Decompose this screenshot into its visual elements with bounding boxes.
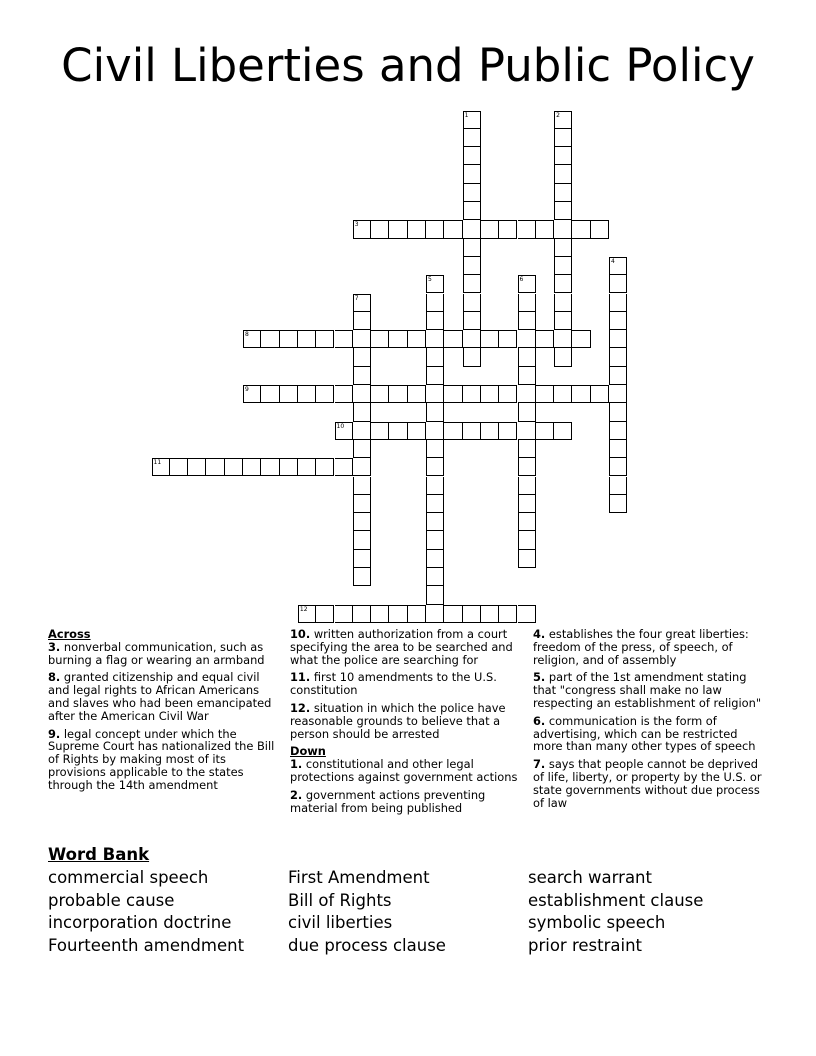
crossword-cell[interactable] (335, 422, 353, 440)
crossword-cell[interactable] (463, 330, 481, 348)
crossword-cell[interactable] (554, 330, 572, 348)
crossword-cell[interactable] (463, 422, 481, 440)
crossword-cell[interactable] (536, 385, 554, 403)
clue-number: 5 (428, 276, 432, 284)
crossword-cell[interactable] (280, 330, 298, 348)
crossword-cell[interactable] (353, 403, 371, 421)
crossword-cell[interactable] (426, 220, 444, 238)
word-bank-heading: Word Bank (48, 845, 150, 864)
crossword-cell[interactable] (481, 605, 499, 623)
crossword-cell[interactable] (353, 440, 371, 458)
crossword-cell[interactable] (609, 422, 627, 440)
crossword-cell[interactable] (463, 129, 481, 147)
crossword-cell[interactable] (463, 275, 481, 293)
crossword-cell[interactable] (426, 568, 444, 586)
crossword-cell[interactable] (353, 531, 371, 549)
across-heading: Across (48, 627, 91, 641)
crossword-cell[interactable] (518, 531, 536, 549)
crossword-cell[interactable] (554, 239, 572, 257)
clue-number: 3 (354, 221, 359, 229)
crossword-cell[interactable] (408, 422, 426, 440)
crossword-cell[interactable] (554, 422, 572, 440)
crossword-cell[interactable] (609, 312, 627, 330)
crossword-cell[interactable] (518, 422, 536, 440)
clue-down-7: 7. says that people cannot be deprived of life, liberty, or property by the U.S. or state governments without due process of law (533, 757, 762, 810)
clue-number: 8 (245, 331, 249, 339)
crossword-cell[interactable] (426, 403, 444, 421)
clue-number: 9 (245, 386, 249, 393)
crossword-cell[interactable] (554, 165, 572, 183)
crossword-cell[interactable] (609, 458, 627, 476)
crossword-cell[interactable] (316, 330, 334, 348)
clue-number: 12 (299, 605, 308, 613)
word-bank-column-1 (48, 867, 244, 957)
crossword-cell[interactable] (353, 495, 371, 513)
crossword-cell[interactable] (426, 385, 444, 403)
word-bank-column-3 (528, 867, 703, 957)
crossword-cell[interactable] (609, 257, 627, 275)
crossword-cell[interactable] (499, 330, 517, 348)
crossword-cell[interactable] (554, 147, 572, 165)
crossword-cell[interactable] (609, 403, 627, 421)
word-bank-item: probable cause (48, 890, 175, 910)
crossword-cell[interactable] (463, 312, 481, 330)
word-bank-column-2 (288, 867, 446, 957)
word-bank-item: search warrant (528, 868, 652, 887)
crossword-cell[interactable] (389, 220, 407, 238)
crossword-cell[interactable] (554, 202, 572, 220)
crossword-cell[interactable] (591, 385, 609, 403)
crossword-cell[interactable] (554, 111, 572, 129)
crossword-cell[interactable] (518, 294, 536, 312)
crossword-cell[interactable] (554, 385, 572, 403)
crossword-cell[interactable] (353, 367, 371, 385)
crossword-cell[interactable] (243, 385, 261, 403)
crossword-cell[interactable] (518, 495, 536, 513)
crossword-cell[interactable] (426, 294, 444, 312)
crossword-cell[interactable] (609, 495, 627, 513)
word-bank-item: Bill of Rights (288, 890, 392, 910)
crossword-cell[interactable] (353, 605, 371, 623)
crossword-cell[interactable] (353, 294, 371, 312)
crossword-cell[interactable] (298, 385, 316, 403)
clue-down-1: 1. constitutional and other legal protections against government actions (290, 757, 518, 784)
clue-number: 2 (556, 111, 560, 119)
crossword-cell[interactable] (572, 330, 590, 348)
crossword-cell[interactable] (335, 605, 353, 623)
crossword-cell[interactable] (261, 458, 279, 476)
crossword-cell[interactable] (298, 605, 316, 623)
crossword-cell[interactable] (444, 220, 462, 238)
clue-across-8: 8. granted citizenship and equal civil and legal rights to African Americans and slaves who had been emancipated after the American Civil War (48, 670, 272, 723)
crossword-cell[interactable] (426, 495, 444, 513)
clues-column-3 (533, 628, 769, 814)
crossword-cell[interactable] (499, 220, 517, 238)
crossword-cell[interactable] (554, 275, 572, 293)
crossword-cell[interactable] (463, 605, 481, 623)
clue-across-9: 9. legal concept under which the Supreme Court has nationalized the Bill of Rights by making most of its provisions applicable to the states through the 14th amendment (48, 726, 275, 792)
clues-column-2 (290, 628, 522, 819)
clue-across-10: 10. written authorization from a court specifying the area to be searched and what the police are searching for (290, 627, 513, 667)
crossword-cell[interactable] (353, 312, 371, 330)
word-bank-item: commercial speech (48, 868, 209, 887)
crossword-cell[interactable] (536, 220, 554, 238)
crossword-cell[interactable] (481, 220, 499, 238)
crossword-cell[interactable] (444, 385, 462, 403)
crossword-cell[interactable] (609, 477, 627, 495)
crossword-cell[interactable] (408, 220, 426, 238)
clue-down-4: 4. establishes the four great liberties: freedom of the press, of speech, of religion, and of assembly (533, 627, 749, 667)
word-bank-item: establishment clause (528, 890, 704, 910)
crossword-cell[interactable] (609, 385, 627, 403)
crossword-cell[interactable] (463, 294, 481, 312)
crossword-cell[interactable] (280, 385, 298, 403)
crossword-cell[interactable] (609, 294, 627, 312)
crossword-cell[interactable] (463, 165, 481, 183)
word-bank-item: prior restraint (528, 935, 643, 955)
clue-across-3: 3. nonverbal communication, such as burning a flag or wearing an armband (48, 639, 265, 667)
crossword-cell[interactable] (170, 458, 188, 476)
crossword-cell[interactable] (152, 458, 170, 476)
crossword-cell[interactable] (518, 275, 536, 293)
crossword-cell[interactable] (426, 348, 444, 366)
crossword-cell[interactable] (572, 220, 590, 238)
crossword-cell[interactable] (426, 458, 444, 476)
clue-number: 4 (611, 257, 615, 265)
crossword-cell[interactable] (518, 330, 536, 348)
word-bank-item: civil liberties (288, 913, 393, 933)
crossword-cell[interactable] (518, 220, 536, 238)
crossword-cell[interactable] (554, 312, 572, 330)
crossword-cell[interactable] (463, 239, 481, 257)
crossword-cell[interactable] (481, 330, 499, 348)
crossword-cell[interactable] (206, 458, 224, 476)
crossword-cell[interactable] (188, 458, 206, 476)
crossword-cell[interactable] (518, 403, 536, 421)
crossword-cell[interactable] (591, 220, 609, 238)
crossword-cell[interactable] (426, 586, 444, 604)
clue-number: 10 (336, 422, 345, 430)
page-title: Civil Liberties and Public Policy (61, 39, 755, 92)
crossword-cell[interactable] (371, 422, 389, 440)
crossword-cell[interactable] (518, 550, 536, 568)
crossword-cell[interactable] (554, 257, 572, 275)
crossword-cell[interactable] (426, 550, 444, 568)
crossword-cell[interactable] (353, 220, 371, 238)
crossword-cell[interactable] (426, 477, 444, 495)
crossword-cell[interactable] (444, 330, 462, 348)
crossword-cell[interactable] (481, 385, 499, 403)
crossword-cell[interactable] (353, 348, 371, 366)
clue-across-11: 11. first 10 amendments to the U.S. constitution (290, 670, 497, 698)
crossword-cell[interactable] (426, 330, 444, 348)
crossword-cell[interactable] (463, 385, 481, 403)
crossword-cell[interactable] (463, 111, 481, 129)
crossword-cell[interactable] (316, 458, 334, 476)
crossword-cell[interactable] (518, 477, 536, 495)
crossword-cell[interactable] (371, 385, 389, 403)
crossword-cell[interactable] (353, 477, 371, 495)
crossword-cell[interactable] (499, 605, 517, 623)
clue-down-6: 6. communication is the form of advertising, which can be restricted more than many other types of speech (533, 713, 756, 754)
crossword-cell[interactable] (261, 385, 279, 403)
crossword-cell[interactable] (444, 605, 462, 623)
clue-down-5: 5. part of the 1st amendment stating that "congress shall make no law respecting an establishment of religion" (533, 670, 762, 710)
crossword-cell[interactable] (426, 440, 444, 458)
crossword-cell[interactable] (536, 422, 554, 440)
crossword-cell[interactable] (518, 513, 536, 531)
crossword-cell[interactable] (572, 385, 590, 403)
crossword-cell[interactable] (609, 367, 627, 385)
crossword-cell[interactable] (518, 312, 536, 330)
crossword-cell[interactable] (463, 147, 481, 165)
crossword-cell[interactable] (353, 550, 371, 568)
crossword-cell[interactable] (518, 348, 536, 366)
crossword-cell[interactable] (261, 330, 279, 348)
crossword-cell[interactable] (426, 312, 444, 330)
crossword-cell[interactable] (609, 330, 627, 348)
crossword-cell[interactable] (609, 348, 627, 366)
crossword-cell[interactable] (389, 330, 407, 348)
crossword-cell[interactable] (225, 458, 243, 476)
crossword-cell[interactable] (353, 458, 371, 476)
crossword-cell[interactable] (408, 385, 426, 403)
crossword-cell[interactable] (481, 422, 499, 440)
crossword-cell[interactable] (316, 605, 334, 623)
clue-number: 11 (153, 459, 162, 467)
crossword-cell[interactable] (499, 422, 517, 440)
word-bank-item: due process clause (288, 935, 446, 955)
clue-number: 6 (519, 276, 524, 284)
crossword-cell[interactable] (408, 330, 426, 348)
crossword-cell[interactable] (335, 458, 353, 476)
crossword-cell[interactable] (280, 458, 298, 476)
crossword-cell[interactable] (335, 330, 353, 348)
down-heading: Down (290, 744, 326, 759)
crossword-cell[interactable] (518, 605, 536, 623)
word-bank-item: Fourteenth amendment (48, 935, 245, 955)
crossword-cell[interactable] (426, 513, 444, 531)
crossword-cell[interactable] (298, 330, 316, 348)
crossword-cell[interactable] (353, 568, 371, 586)
crossword-cell[interactable] (536, 330, 554, 348)
crossword-cell[interactable] (518, 458, 536, 476)
crossword-cell[interactable] (463, 202, 481, 220)
clue-across-12: 12. situation in which the police have reasonable grounds to believe that a person should be arrested (290, 700, 506, 741)
crossword-cell[interactable] (353, 385, 371, 403)
crossword-cell[interactable] (463, 184, 481, 202)
crossword-cell[interactable] (316, 385, 334, 403)
crossword-cell[interactable] (554, 184, 572, 202)
crossword-cell[interactable] (518, 385, 536, 403)
crossword-cell[interactable] (463, 257, 481, 275)
clues-column-1 (48, 628, 276, 797)
crossword-cell[interactable] (554, 220, 572, 238)
crossword-cell[interactable] (353, 422, 371, 440)
crossword-cell[interactable] (371, 605, 389, 623)
word-bank-item: First Amendment (288, 868, 430, 887)
crossword-cell[interactable] (371, 220, 389, 238)
crossword-cell[interactable] (554, 129, 572, 147)
crossword-cell[interactable] (408, 605, 426, 623)
clue-number: 1 (464, 111, 469, 119)
crossword-cell[interactable] (518, 367, 536, 385)
crossword-cell[interactable] (426, 531, 444, 549)
crossword-cell[interactable] (371, 330, 389, 348)
crossword-cell[interactable] (609, 275, 627, 293)
word-bank-item: incorporation doctrine (48, 913, 232, 933)
crossword-cell[interactable] (298, 458, 316, 476)
crossword-cell[interactable] (463, 348, 481, 366)
crossword-cell[interactable] (518, 440, 536, 458)
crossword-cell[interactable] (335, 385, 353, 403)
crossword-cell[interactable] (609, 440, 627, 458)
crossword-cell[interactable] (554, 294, 572, 312)
crossword-cell[interactable] (389, 605, 407, 623)
crossword-cell[interactable] (389, 385, 407, 403)
crossword-cell[interactable] (389, 422, 407, 440)
clue-down-2: 2. government actions preventing material from being published (290, 787, 486, 815)
crossword-cell[interactable] (554, 348, 572, 366)
crossword-cell[interactable] (426, 275, 444, 293)
crossword-cell[interactable] (353, 513, 371, 531)
word-bank-item: symbolic speech (528, 913, 666, 933)
crossword-cell[interactable] (426, 422, 444, 440)
crossword-cell[interactable] (499, 385, 517, 403)
crossword-cell[interactable] (243, 458, 261, 476)
crossword-cell[interactable] (353, 330, 371, 348)
crossword-cell[interactable] (463, 220, 481, 238)
crossword-cell[interactable] (243, 330, 261, 348)
crossword-cell[interactable] (426, 605, 444, 623)
crossword-cell[interactable] (444, 422, 462, 440)
clue-number: 7 (354, 294, 359, 302)
crossword-cell[interactable] (426, 367, 444, 385)
